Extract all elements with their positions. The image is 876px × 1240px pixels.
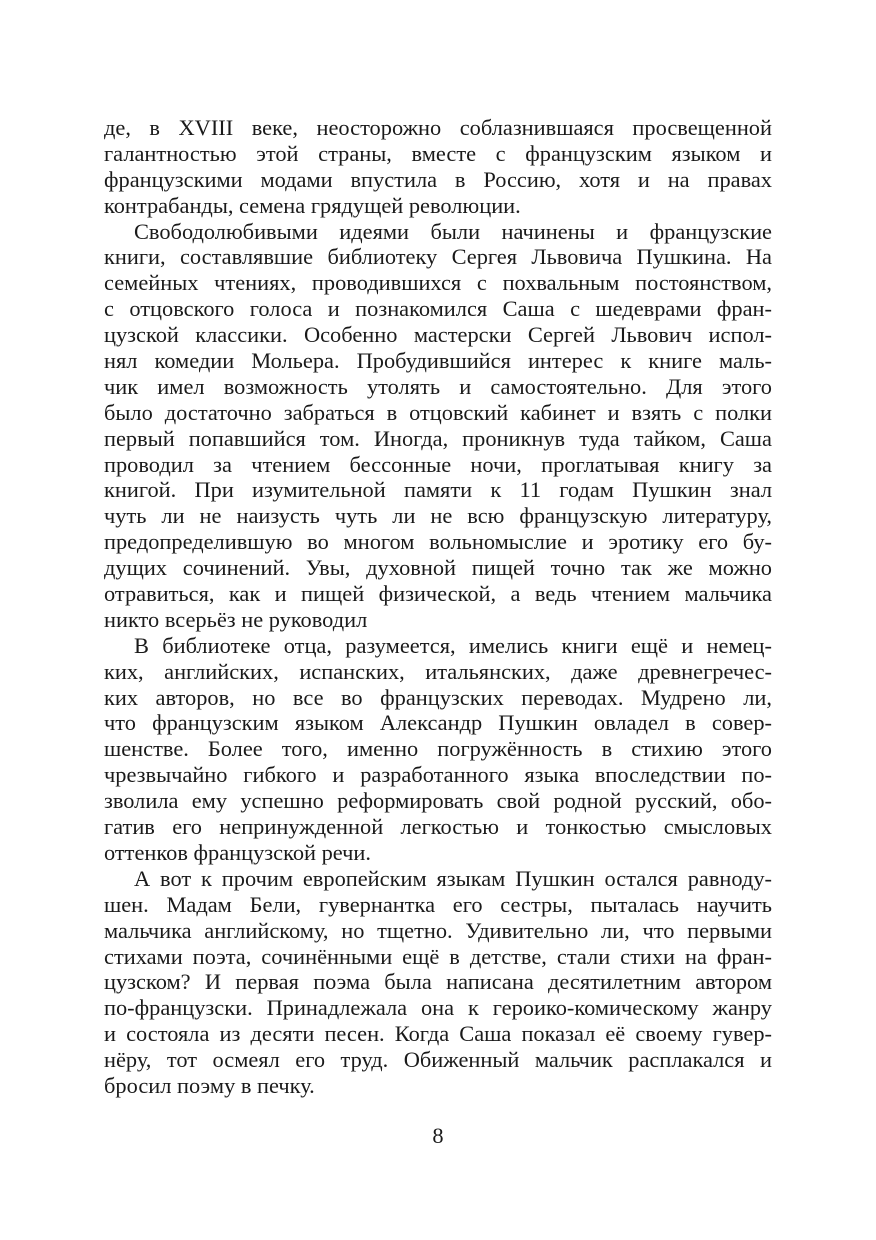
- text-line: зволила ему успешно реформировать свой родной русский, обо-: [104, 788, 772, 814]
- text-line: было достаточно забраться в отцовский кабинет и взять с полки: [104, 399, 772, 425]
- text-line: с отцовского голоса и познакомился Саша с шедеврами фран-: [104, 296, 772, 322]
- text-line: нёру, тот осмеял его труд. Обиженный мальчик расплакался и: [104, 1047, 772, 1073]
- text-line: книгой. При изумительной памяти к 11 годам Пушкин знал: [104, 477, 772, 503]
- text-line: оттенков французской речи.: [104, 839, 372, 865]
- text-line: стихами поэта, сочинёнными ещё в детстве, стали стихи на фран-: [104, 943, 772, 969]
- text-line: предопределившую во многом вольномыслие и эротику его бу-: [104, 529, 772, 555]
- page-body: [104, 115, 772, 1099]
- page-number: 8: [432, 1123, 444, 1148]
- text-line: чуть ли не наизусть чуть ли не всю французскую литературу,: [104, 503, 772, 529]
- paragraph-3: [104, 633, 772, 866]
- text-line: первый попавшийся том. Иногда, проникнув туда тайком, Саша: [104, 425, 772, 451]
- text-line: шен. Мадам Бели, гувернантка его сестры, пыталась научить: [104, 891, 772, 917]
- paragraph-1: [104, 115, 772, 219]
- text-line: никто всерьёз не руководил: [104, 606, 368, 632]
- text-line: семейных чтениях, проводившихся с похвальным постоянством,: [104, 270, 772, 296]
- text-line: проводил за чтением бессонные ночи, проглатывая книгу за: [104, 451, 772, 477]
- text-line: мальчика английскому, но тщетно. Удивительно ли, что первыми: [104, 917, 772, 943]
- paragraph-2: [104, 219, 772, 633]
- text-line: чрезвычайно гибкого и разработанного языка впоследствии по-: [104, 762, 772, 788]
- paragraph-4: [104, 866, 772, 1099]
- text-line: гатив его непринужденной легкостью и тонкостью смысловых: [104, 814, 772, 840]
- text-line: контрабанды, семена грядущей революции.: [104, 192, 521, 218]
- text-line: по-французски. Принадлежала она к героико-комическому жанру: [104, 995, 772, 1021]
- text-line: нял комедии Мольера. Пробудившийся интерес к книге маль-: [104, 348, 772, 374]
- text-line: цузской классики. Особенно мастерски Сергей Львович испол-: [104, 322, 772, 348]
- text-line: А вот к прочим европейским языкам Пушкин остался равноду-: [134, 865, 772, 891]
- text-line: галантностью этой страны, вместе с французским языком и: [104, 140, 772, 166]
- text-line: ких, английских, испанских, итальянских, даже древнегречес-: [104, 658, 772, 684]
- text-line: де, в XVIII веке, неосторожно соблазнившаяся просвещенной: [104, 115, 772, 140]
- text-line: и состояла из десяти песен. Когда Саша показал её своему гувер-: [104, 1021, 772, 1047]
- text-line: что французским языком Александр Пушкин овладел в совер-: [104, 710, 772, 736]
- text-line: дущих сочинений. Увы, духовной пищей точно так же можно: [104, 555, 772, 581]
- text-line: Свободолюбивыми идеями были начинены и французские: [134, 218, 772, 244]
- text-line: чик имел возможность утолять и самостоятельно. Для этого: [104, 373, 772, 399]
- text-line: бросил поэму в печку.: [104, 1072, 315, 1098]
- text-line: В библиотеке отца, разумеется, имелись книги ещё и немец-: [134, 632, 772, 658]
- text-line: французскими модами впустила в Россию, хотя и на правах: [104, 166, 772, 192]
- text-line: книги, составлявшие библиотеку Сергея Львовича Пушкина. На: [104, 244, 772, 270]
- text-line: отравиться, как и пищей физической, а ведь чтением мальчика: [104, 581, 772, 607]
- text-line: ких авторов, но все во французских переводах. Мудрено ли,: [104, 684, 772, 710]
- text-line: цузском? И первая поэма была написана десятилетним автором: [104, 969, 772, 995]
- text-line: шенстве. Более того, именно погружённость в стихию этого: [104, 736, 772, 762]
